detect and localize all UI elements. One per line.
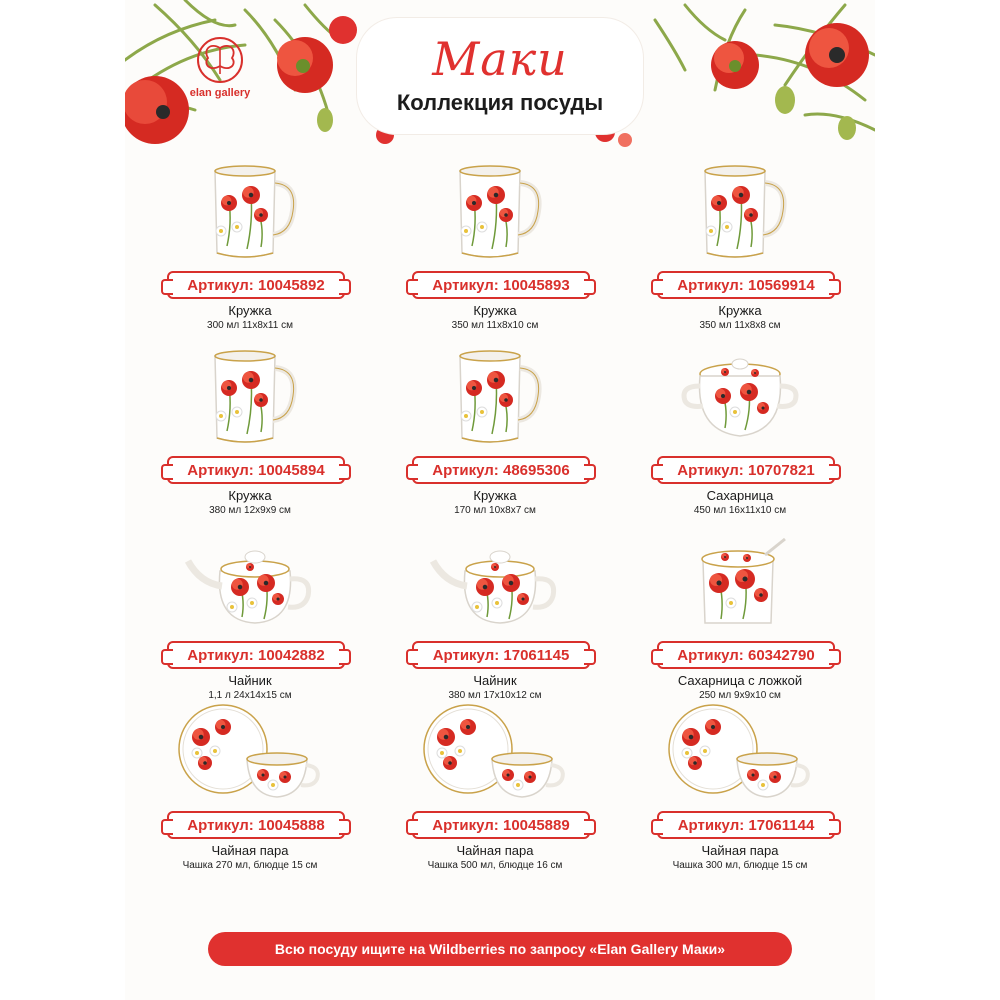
mug-icon xyxy=(685,161,795,271)
product-card xyxy=(125,525,375,705)
mug-icon xyxy=(195,161,305,271)
mug-icon xyxy=(195,346,305,456)
product-card xyxy=(615,525,865,705)
product-card xyxy=(125,695,375,875)
butterfly-logo-icon xyxy=(175,36,265,86)
collection-title: Маки xyxy=(432,32,568,86)
teapot-icon xyxy=(425,531,565,635)
product-name: Чайная пара xyxy=(701,843,779,858)
product-card xyxy=(615,155,865,335)
article-number: Артикул: 10707821 xyxy=(677,461,815,479)
product-card xyxy=(370,155,620,335)
product-spec: Чашка 270 мл, блюдце 15 см xyxy=(182,860,318,871)
article-badge xyxy=(412,456,590,484)
footer-banner xyxy=(208,932,792,966)
article-badge xyxy=(657,271,835,299)
product-card xyxy=(125,155,375,335)
product-spec: 450 мл 16х11х10 см xyxy=(693,505,787,516)
article-number: Артикул: 10045888 xyxy=(187,816,325,834)
product-spec: Чашка 500 мл, блюдце 16 см xyxy=(427,860,563,871)
product-spec: 350 мл 11х8х8 см xyxy=(699,320,781,331)
article-number: Артикул: 10045893 xyxy=(432,276,570,294)
mug-icon xyxy=(440,346,550,456)
article-badge xyxy=(657,641,835,669)
article-number: Артикул: 10045889 xyxy=(432,816,570,834)
product-name: Сахарница с ложкой xyxy=(677,673,803,688)
product-spec: 250 мл 9х9х10 см xyxy=(699,690,781,701)
product-card xyxy=(615,340,865,520)
article-number: Артикул: 10569914 xyxy=(677,276,815,294)
product-card xyxy=(125,340,375,520)
product-name: Кружка xyxy=(473,488,517,503)
title-card xyxy=(357,18,643,134)
product-spec: Чашка 300 мл, блюдце 15 см xyxy=(672,860,808,871)
product-name: Чайная пара xyxy=(456,843,534,858)
logo-text: elan gallery xyxy=(189,87,251,99)
sugar-bowl-icon xyxy=(675,346,805,450)
tea-pair-icon xyxy=(175,701,325,805)
article-number: Артикул: 60342790 xyxy=(677,646,815,664)
article-badge xyxy=(167,811,345,839)
product-card xyxy=(370,525,620,705)
product-card xyxy=(615,695,865,875)
article-badge xyxy=(167,456,345,484)
article-badge xyxy=(167,641,345,669)
product-name: Чайник xyxy=(228,673,272,688)
product-name: Сахарница xyxy=(706,488,774,503)
teapot-icon xyxy=(180,531,320,635)
article-badge xyxy=(657,456,835,484)
product-name: Кружка xyxy=(473,303,517,318)
product-name: Чайная пара xyxy=(211,843,289,858)
sugar-pot-icon xyxy=(685,531,795,635)
article-badge xyxy=(412,641,590,669)
product-name: Кружка xyxy=(228,303,272,318)
mug-icon xyxy=(440,161,550,271)
product-name: Чайник xyxy=(473,673,517,688)
product-card xyxy=(370,695,620,875)
product-card xyxy=(370,340,620,520)
article-number: Артикул: 10042882 xyxy=(187,646,325,664)
product-name: Кружка xyxy=(718,303,762,318)
article-badge xyxy=(412,811,590,839)
collection-subtitle: Коллекция посуды xyxy=(396,90,604,115)
product-name: Кружка xyxy=(228,488,272,503)
article-number: Артикул: 10045894 xyxy=(187,461,325,479)
header xyxy=(125,0,875,160)
catalog-page xyxy=(125,0,875,1000)
product-spec: 380 мл 17х10х12 см xyxy=(448,690,542,701)
product-spec: 170 мл 10х8х7 см xyxy=(454,505,536,516)
article-number: Артикул: 17061145 xyxy=(432,646,570,664)
footer-text: Всю посуду ищите на Wildberries по запросу «Elan Gallery Маки» xyxy=(274,941,726,957)
article-badge xyxy=(167,271,345,299)
product-spec: 380 мл 12х9х9 см xyxy=(209,505,291,516)
product-spec: 300 мл 11х8х11 см xyxy=(207,320,293,331)
product-spec: 350 мл 11х8х10 см xyxy=(451,320,539,331)
tea-pair-icon xyxy=(420,701,570,805)
article-badge xyxy=(412,271,590,299)
article-number: Артикул: 48695306 xyxy=(432,461,570,479)
article-badge xyxy=(657,811,835,839)
article-number: Артикул: 10045892 xyxy=(187,276,325,294)
brand-logo xyxy=(175,36,265,106)
article-number: Артикул: 17061144 xyxy=(677,816,815,834)
product-spec: 1,1 л 24х14х15 см xyxy=(208,690,292,701)
tea-pair-icon xyxy=(665,701,815,805)
